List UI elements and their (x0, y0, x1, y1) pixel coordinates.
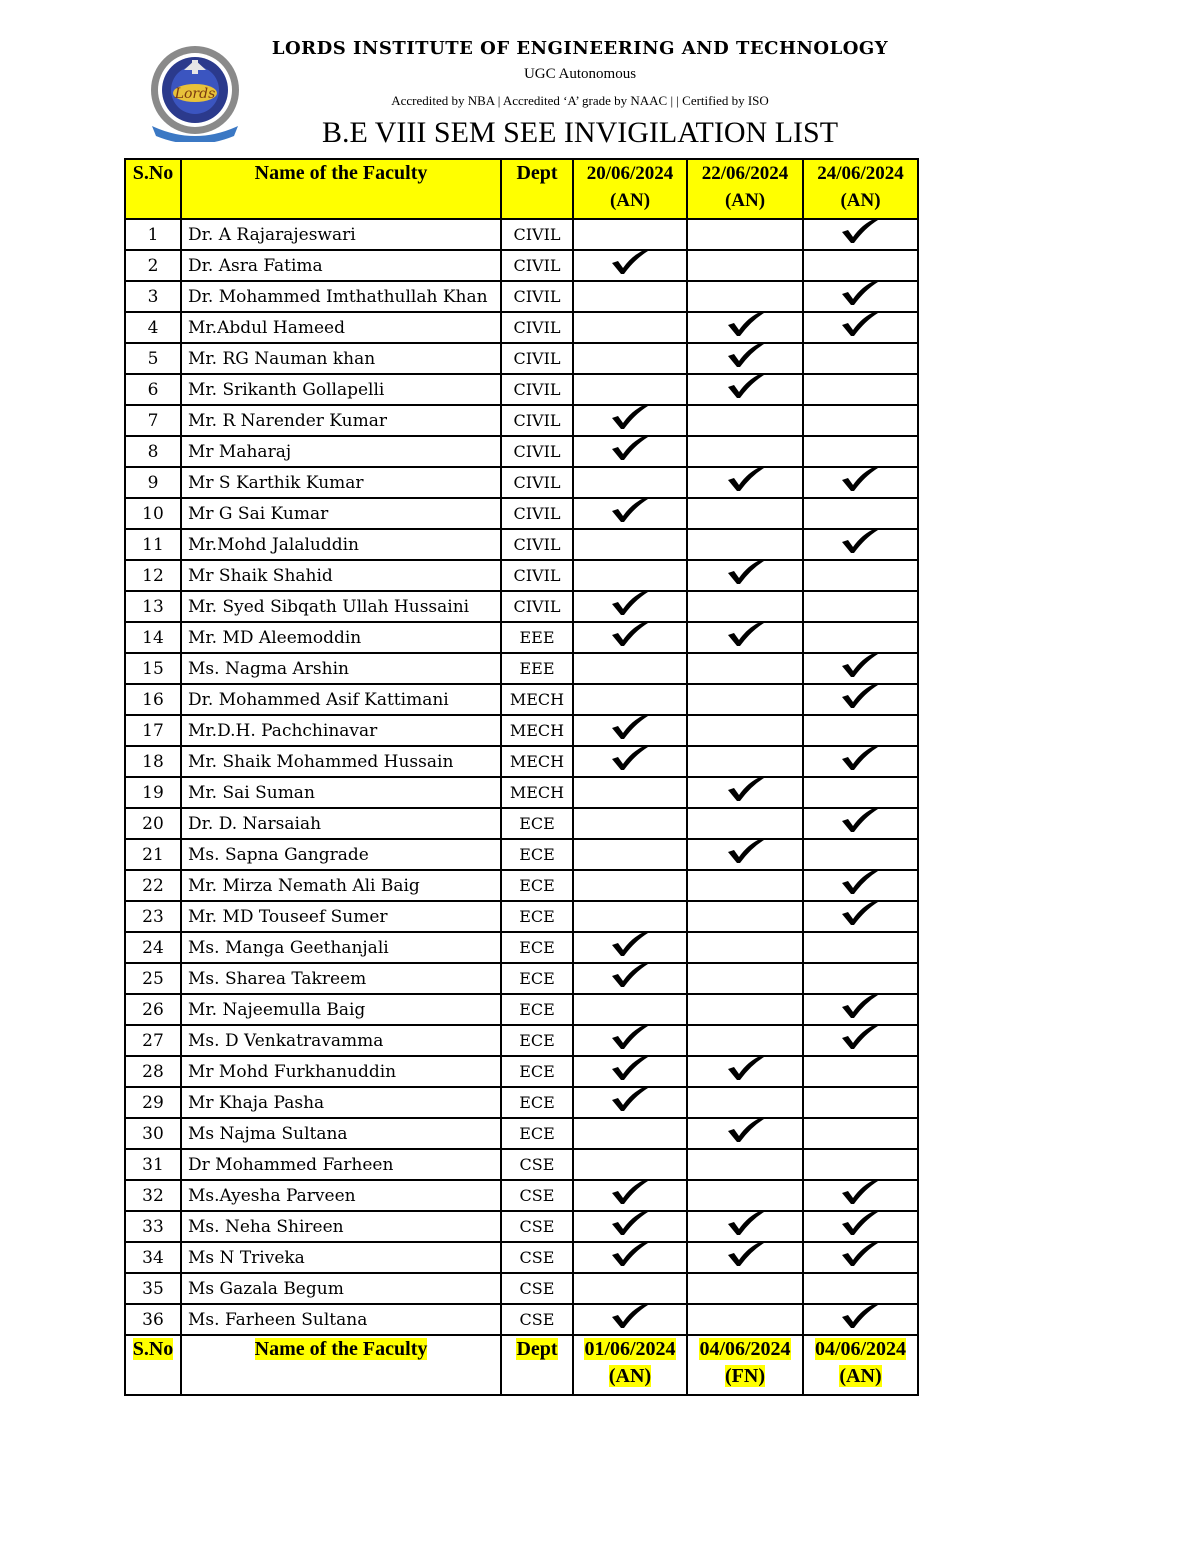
checkmark-icon (724, 1114, 766, 1144)
row-dept: EEE (501, 622, 573, 653)
row-sno: 25 (125, 963, 181, 994)
table-row (125, 653, 918, 684)
row-duty-date-2 (687, 1149, 803, 1180)
row-duty-date-3 (803, 343, 918, 374)
table-row (125, 963, 918, 994)
checkmark-icon (724, 1238, 766, 1268)
table-row (125, 715, 918, 746)
checkmark-icon (838, 1176, 880, 1206)
row-sno: 19 (125, 777, 181, 808)
row-duty-date-3 (803, 746, 918, 777)
row-dept: CSE (501, 1180, 573, 1211)
row-dept: CIVIL (501, 591, 573, 622)
date-3-label: 24/06/2024 (817, 163, 904, 184)
row-dept: CIVIL (501, 436, 573, 467)
row-duty-date-1 (573, 653, 687, 684)
row-duty-date-1 (573, 436, 687, 467)
date-1-label: 20/06/2024 (586, 163, 674, 184)
row-duty-date-1 (573, 343, 687, 374)
checkmark-icon (608, 928, 650, 958)
row-duty-date-2 (687, 932, 803, 963)
checkmark-icon (838, 1300, 880, 1330)
footer-date-2 (687, 1335, 803, 1395)
table-row (125, 343, 918, 374)
row-faculty-name: Mr G Sai Kumar (181, 498, 501, 529)
row-sno: 5 (125, 343, 181, 374)
row-dept: CIVIL (501, 405, 573, 436)
row-duty-date-2 (687, 1242, 803, 1273)
row-duty-date-1 (573, 529, 687, 560)
checkmark-icon (724, 370, 766, 400)
table-row (125, 281, 918, 312)
table-row (125, 374, 918, 405)
checkmark-icon (724, 463, 766, 493)
checkmark-icon (724, 339, 766, 369)
checkmark-icon (838, 277, 880, 307)
row-faculty-name: Mr. Syed Sibqath Ullah Hussaini (181, 591, 501, 622)
col-header-sno: S.No (125, 159, 181, 219)
checkmark-icon (838, 990, 880, 1020)
row-dept: MECH (501, 777, 573, 808)
row-dept: ECE (501, 994, 573, 1025)
row-duty-date-2 (687, 374, 803, 405)
row-sno: 8 (125, 436, 181, 467)
table-row (125, 498, 918, 529)
table-row (125, 1273, 918, 1304)
row-duty-date-3 (803, 808, 918, 839)
row-duty-date-1 (573, 312, 687, 343)
table-row (125, 1025, 918, 1056)
checkmark-icon (608, 959, 650, 989)
row-duty-date-2 (687, 870, 803, 901)
row-duty-date-2 (687, 405, 803, 436)
row-faculty-name: Mr. RG Nauman khan (181, 343, 501, 374)
row-duty-date-3 (803, 591, 918, 622)
checkmark-icon (724, 1052, 766, 1082)
row-faculty-name: Ms. Farheen Sultana (181, 1304, 501, 1335)
row-duty-date-1 (573, 1118, 687, 1149)
row-dept: MECH (501, 684, 573, 715)
row-sno: 6 (125, 374, 181, 405)
row-dept: MECH (501, 715, 573, 746)
checkmark-icon (838, 463, 880, 493)
row-duty-date-2 (687, 250, 803, 281)
row-faculty-name: Ms Najma Sultana (181, 1118, 501, 1149)
autonomy-status: UGC Autonomous (523, 66, 637, 82)
date-1-session: (AN) (609, 190, 651, 211)
row-faculty-name: Dr. A Rajarajeswari (181, 219, 501, 250)
checkmark-icon (838, 649, 880, 679)
table-row (125, 219, 918, 250)
row-duty-date-2 (687, 994, 803, 1025)
row-dept: ECE (501, 1025, 573, 1056)
table-row (125, 994, 918, 1025)
footer-date-1 (573, 1335, 687, 1395)
row-dept: CIVIL (501, 529, 573, 560)
checkmark-icon (608, 432, 650, 462)
footer-name (181, 1335, 501, 1395)
table-row (125, 591, 918, 622)
row-faculty-name: Mr. Mirza Nemath Ali Baig (181, 870, 501, 901)
col-header-date-2 (687, 159, 803, 219)
checkmark-icon (608, 618, 650, 648)
row-faculty-name: Mr S Karthik Kumar (181, 467, 501, 498)
row-dept: CIVIL (501, 219, 573, 250)
row-dept: CIVIL (501, 467, 573, 498)
checkmark-icon (608, 587, 650, 617)
row-faculty-name: Ms. Manga Geethanjali (181, 932, 501, 963)
footer-date-1-session: (AN) (608, 1365, 652, 1387)
table-row (125, 808, 918, 839)
checkmark-icon (608, 1176, 650, 1206)
footer-date-3 (803, 1335, 918, 1395)
row-sno: 13 (125, 591, 181, 622)
row-duty-date-2 (687, 622, 803, 653)
row-duty-date-3 (803, 1304, 918, 1335)
checkmark-icon (724, 1207, 766, 1237)
row-duty-date-2 (687, 219, 803, 250)
row-duty-date-3 (803, 405, 918, 436)
row-dept: ECE (501, 808, 573, 839)
row-duty-date-3 (803, 1056, 918, 1087)
institute-name: LORDS INSTITUTE OF ENGINEERING AND TECHNOLOGY (271, 38, 889, 59)
row-faculty-name: Mr.D.H. Pachchinavar (181, 715, 501, 746)
table-row (125, 1304, 918, 1335)
row-faculty-name: Ms. Sharea Takreem (181, 963, 501, 994)
footer-name-label: Name of the Faculty (254, 1338, 428, 1360)
row-duty-date-3 (803, 312, 918, 343)
accreditation-line: Accredited by NBA | Accredited ‘A’ grade by NAAC | | Certified by ISO (391, 93, 769, 108)
checkmark-icon (838, 680, 880, 710)
row-sno: 20 (125, 808, 181, 839)
row-dept: ECE (501, 870, 573, 901)
row-sno: 7 (125, 405, 181, 436)
checkmark-icon (724, 835, 766, 865)
row-sno: 16 (125, 684, 181, 715)
row-dept: ECE (501, 839, 573, 870)
checkmark-icon (724, 556, 766, 586)
table-row (125, 1087, 918, 1118)
row-sno: 17 (125, 715, 181, 746)
row-duty-date-2 (687, 777, 803, 808)
checkmark-icon (838, 897, 880, 927)
row-sno: 21 (125, 839, 181, 870)
date-3-session: (AN) (840, 190, 881, 211)
row-faculty-name: Ms Gazala Begum (181, 1273, 501, 1304)
row-dept: CSE (501, 1211, 573, 1242)
col-header-name: Name of the Faculty (181, 159, 501, 219)
row-faculty-name: Mr. Sai Suman (181, 777, 501, 808)
row-duty-date-3 (803, 467, 918, 498)
row-duty-date-3 (803, 560, 918, 591)
checkmark-icon (724, 618, 766, 648)
checkmark-icon (724, 773, 766, 803)
row-duty-date-3 (803, 901, 918, 932)
row-sno: 34 (125, 1242, 181, 1273)
checkmark-icon (608, 742, 650, 772)
row-duty-date-2 (687, 1304, 803, 1335)
footer-date-3-session: (AN) (839, 1365, 882, 1387)
row-faculty-name: Ms. Nagma Arshin (181, 653, 501, 684)
checkmark-icon (608, 1021, 650, 1051)
row-faculty-name: Mr. Shaik Mohammed Hussain (181, 746, 501, 777)
checkmark-icon (608, 1238, 650, 1268)
row-dept: CIVIL (501, 498, 573, 529)
checkmark-icon (838, 1238, 880, 1268)
row-duty-date-2 (687, 715, 803, 746)
row-duty-date-1 (573, 746, 687, 777)
row-sno: 18 (125, 746, 181, 777)
row-sno: 14 (125, 622, 181, 653)
row-duty-date-3 (803, 684, 918, 715)
table-row (125, 560, 918, 591)
footer-date-2-session: (FN) (725, 1365, 765, 1387)
row-duty-date-2 (687, 498, 803, 529)
list-title: B.E VIII SEM SEE INVIGILATION LIST (321, 116, 839, 149)
row-faculty-name: Mr. MD Aleemoddin (181, 622, 501, 653)
row-duty-date-1 (573, 1087, 687, 1118)
table-footer-row (125, 1335, 918, 1395)
footer-dept-label: Dept (516, 1338, 558, 1360)
row-sno: 30 (125, 1118, 181, 1149)
row-sno: 12 (125, 560, 181, 591)
table-row (125, 1149, 918, 1180)
row-duty-date-1 (573, 808, 687, 839)
row-dept: CIVIL (501, 281, 573, 312)
checkmark-icon (608, 246, 650, 276)
college-emblem-icon (148, 46, 242, 142)
row-sno: 3 (125, 281, 181, 312)
row-faculty-name: Dr. Mohammed Asif Kattimani (181, 684, 501, 715)
table-row (125, 777, 918, 808)
row-duty-date-2 (687, 1056, 803, 1087)
row-sno: 9 (125, 467, 181, 498)
date-2-session: (AN) (724, 190, 766, 211)
table-header-row (125, 159, 918, 219)
logo-text: Lords (174, 86, 216, 102)
row-sno: 28 (125, 1056, 181, 1087)
checkmark-icon (608, 1207, 650, 1237)
row-faculty-name: Ms. Sapna Gangrade (181, 839, 501, 870)
row-duty-date-3 (803, 1087, 918, 1118)
row-faculty-name: Mr. Srikanth Gollapelli (181, 374, 501, 405)
row-duty-date-3 (803, 932, 918, 963)
row-duty-date-2 (687, 1118, 803, 1149)
checkmark-icon (724, 308, 766, 338)
row-duty-date-3 (803, 219, 918, 250)
row-sno: 29 (125, 1087, 181, 1118)
row-faculty-name: Ms. D Venkatravamma (181, 1025, 501, 1056)
row-faculty-name: Mr Khaja Pasha (181, 1087, 501, 1118)
checkmark-icon (608, 494, 650, 524)
row-duty-date-1 (573, 1242, 687, 1273)
checkmark-icon (608, 1300, 650, 1330)
col-header-dept: Dept (501, 159, 573, 219)
row-duty-date-1 (573, 870, 687, 901)
table-row (125, 1180, 918, 1211)
row-sno: 27 (125, 1025, 181, 1056)
row-dept: ECE (501, 932, 573, 963)
row-sno: 35 (125, 1273, 181, 1304)
table-row (125, 250, 918, 281)
table-row (125, 529, 918, 560)
row-duty-date-1 (573, 622, 687, 653)
row-faculty-name: Mr. Najeemulla Baig (181, 994, 501, 1025)
table-row (125, 405, 918, 436)
row-duty-date-2 (687, 560, 803, 591)
footer-dept (501, 1335, 573, 1395)
checkmark-icon (608, 401, 650, 431)
row-faculty-name: Mr. MD Touseef Sumer (181, 901, 501, 932)
row-dept: ECE (501, 963, 573, 994)
table-row (125, 312, 918, 343)
date-2-label: 22/06/2024 (701, 163, 789, 184)
table-row (125, 870, 918, 901)
row-duty-date-1 (573, 963, 687, 994)
checkmark-icon (838, 1207, 880, 1237)
row-duty-date-3 (803, 529, 918, 560)
row-duty-date-2 (687, 684, 803, 715)
checkmark-icon (838, 804, 880, 834)
table-row (125, 1056, 918, 1087)
row-faculty-name: Ms N Triveka (181, 1242, 501, 1273)
row-faculty-name: Ms.Ayesha Parveen (181, 1180, 501, 1211)
row-duty-date-2 (687, 1273, 803, 1304)
row-sno: 4 (125, 312, 181, 343)
col-header-date-3 (803, 159, 918, 219)
row-faculty-name: Mr Mohd Furkhanuddin (181, 1056, 501, 1087)
row-dept: ECE (501, 1056, 573, 1087)
table-row (125, 901, 918, 932)
row-duty-date-1 (573, 777, 687, 808)
row-faculty-name: Dr. Mohammed Imthathullah Khan (181, 281, 501, 312)
row-dept: ECE (501, 901, 573, 932)
row-sno: 22 (125, 870, 181, 901)
row-duty-date-1 (573, 281, 687, 312)
row-duty-date-3 (803, 374, 918, 405)
row-duty-date-2 (687, 653, 803, 684)
row-sno: 11 (125, 529, 181, 560)
row-sno: 32 (125, 1180, 181, 1211)
row-duty-date-1 (573, 250, 687, 281)
row-sno: 31 (125, 1149, 181, 1180)
row-dept: CIVIL (501, 250, 573, 281)
footer-sno (125, 1335, 181, 1395)
checkmark-icon (838, 866, 880, 896)
row-dept: CSE (501, 1242, 573, 1273)
checkmark-icon (838, 742, 880, 772)
row-faculty-name: Mr Maharaj (181, 436, 501, 467)
row-duty-date-1 (573, 1304, 687, 1335)
row-faculty-name: Dr. D. Narsaiah (181, 808, 501, 839)
row-dept: ECE (501, 1087, 573, 1118)
row-sno: 26 (125, 994, 181, 1025)
row-duty-date-1 (573, 498, 687, 529)
table-row (125, 1118, 918, 1149)
row-sno: 15 (125, 653, 181, 684)
row-sno: 24 (125, 932, 181, 963)
row-faculty-name: Mr.Mohd Jalaluddin (181, 529, 501, 560)
table-row (125, 1211, 918, 1242)
row-dept: CIVIL (501, 560, 573, 591)
row-faculty-name: Dr. Asra Fatima (181, 250, 501, 281)
row-duty-date-3 (803, 1118, 918, 1149)
checkmark-icon (608, 1083, 650, 1113)
footer-date-1-label: 01/06/2024 (584, 1338, 676, 1360)
table-row (125, 932, 918, 963)
row-dept: CIVIL (501, 374, 573, 405)
checkmark-icon (838, 1021, 880, 1051)
table-row (125, 746, 918, 777)
row-sno: 23 (125, 901, 181, 932)
row-sno: 1 (125, 219, 181, 250)
row-duty-date-2 (687, 467, 803, 498)
row-dept: EEE (501, 653, 573, 684)
row-dept: CSE (501, 1149, 573, 1180)
table-row (125, 467, 918, 498)
footer-sno-label: S.No (132, 1338, 174, 1360)
row-duty-date-1 (573, 839, 687, 870)
row-dept: CSE (501, 1304, 573, 1335)
table-row (125, 839, 918, 870)
checkmark-icon (608, 1052, 650, 1082)
row-sno: 10 (125, 498, 181, 529)
row-dept: ECE (501, 1118, 573, 1149)
table-row (125, 1242, 918, 1273)
table-row (125, 436, 918, 467)
footer-date-3-label: 04/06/2024 (814, 1338, 907, 1360)
row-dept: CIVIL (501, 343, 573, 374)
row-dept: CIVIL (501, 312, 573, 343)
invigilation-table (124, 158, 919, 1396)
row-faculty-name: Ms. Neha Shireen (181, 1211, 501, 1242)
row-dept: CSE (501, 1273, 573, 1304)
col-header-date-1 (573, 159, 687, 219)
footer-date-2-label: 04/06/2024 (699, 1338, 791, 1360)
row-duty-date-3 (803, 1025, 918, 1056)
row-faculty-name: Dr Mohammed Farheen (181, 1149, 501, 1180)
checkmark-icon (838, 308, 880, 338)
row-faculty-name: Mr. R Narender Kumar (181, 405, 501, 436)
row-duty-date-2 (687, 901, 803, 932)
checkmark-icon (838, 525, 880, 555)
row-sno: 2 (125, 250, 181, 281)
checkmark-icon (608, 711, 650, 741)
row-duty-date-2 (687, 963, 803, 994)
row-duty-date-3 (803, 1242, 918, 1273)
checkmark-icon (838, 215, 880, 245)
row-faculty-name: Mr.Abdul Hameed (181, 312, 501, 343)
table-row (125, 622, 918, 653)
table-row (125, 684, 918, 715)
row-faculty-name: Mr Shaik Shahid (181, 560, 501, 591)
row-dept: MECH (501, 746, 573, 777)
row-duty-date-2 (687, 839, 803, 870)
row-sno: 36 (125, 1304, 181, 1335)
row-sno: 33 (125, 1211, 181, 1242)
